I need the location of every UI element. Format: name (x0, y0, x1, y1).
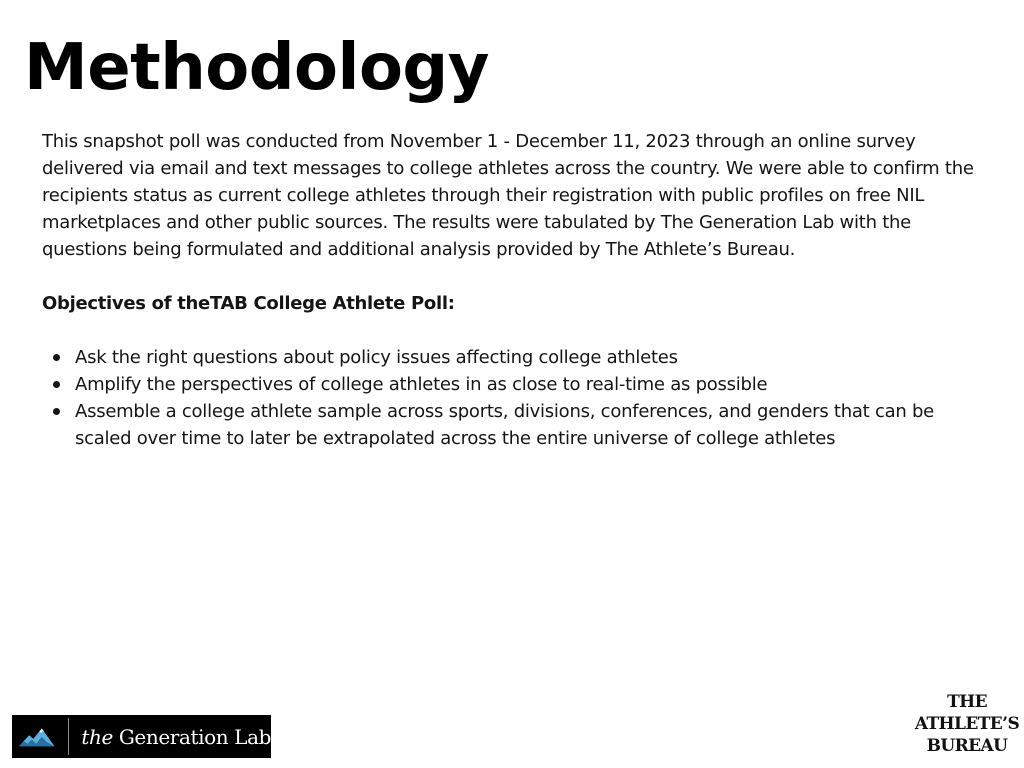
bullet-icon (53, 381, 60, 388)
logo-divider (68, 718, 69, 755)
objectives-heading: Objectives of theTAB College Athlete Poll: (42, 293, 455, 314)
wordmark-name: Generation Lab (118, 724, 271, 749)
logo-line: THE (947, 692, 987, 712)
athletes-bureau-logo (912, 691, 1022, 757)
objective-text: Ask the right questions about policy issues affecting college athletes (75, 347, 678, 368)
logo-line: ATHLETE’S (914, 714, 1020, 734)
page-title: Methodology (24, 31, 489, 105)
generation-lab-wordmark (81, 725, 271, 749)
methodology-content (42, 128, 992, 452)
bullet-icon (53, 354, 60, 361)
list-item (42, 344, 992, 371)
generation-lab-logo (12, 715, 271, 758)
list-item (42, 398, 992, 452)
intro-paragraph: This snapshot poll was conducted from November 1 - December 11, 2023 through an online survey delivered via email and text messages to college athletes across the country. We were able to confirm the recipients status as current college athletes through their registration with public profiles on free NIL marketplaces and other public sources. The results were tabulated by The Generation Lab with the questions being formulated and additional analysis provided by The Athlete’s Bureau. (42, 131, 974, 260)
objectives-list (42, 344, 992, 452)
objective-text: Amplify the perspectives of college athletes in as close to real-time as possible (75, 374, 768, 395)
mountain-icon (19, 724, 54, 750)
logo-line: BUREAU (926, 736, 1008, 756)
list-item (42, 371, 992, 398)
objective-text: Assemble a college athlete sample across sports, divisions, conferences, and genders that can be scaled over time to later be extrapolated across the entire universe of college athletes (75, 401, 935, 449)
wordmark-prefix: the (81, 724, 113, 749)
bullet-icon (53, 408, 60, 415)
